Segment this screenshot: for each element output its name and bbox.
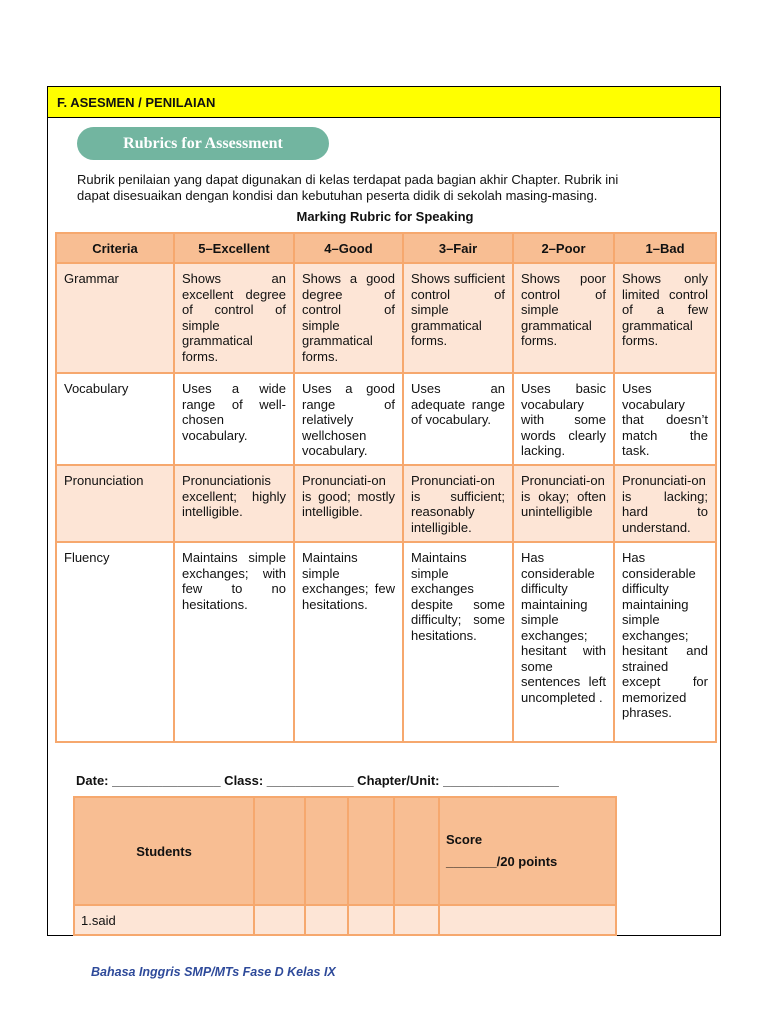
score-column: [255, 798, 304, 904]
score-column: [349, 798, 393, 904]
criteria-cell: Pronunciation: [57, 466, 173, 541]
rubric-header-row: [57, 234, 715, 262]
rubric-cell: Shows sufficient control of simple grammatical forms.: [404, 264, 512, 372]
rubric-cell: Maintains simple exchanges; few hesitations.: [295, 543, 402, 741]
header-excellent: 5–Excellent: [175, 234, 293, 262]
intro-line-1: Rubrik penilaian yang dapat digunakan di kelas terdapat pada bagian akhir Chapter. Rubrik ini: [77, 172, 619, 187]
rubric-title: Marking Rubric for Speaking: [296, 209, 474, 224]
rubric-cell: Pronunciationis excellent; highly intelligible.: [175, 466, 293, 541]
total-score-cell[interactable]: [440, 906, 615, 934]
rubrics-pill: Rubrics for Assessment: [77, 127, 329, 160]
score-cell[interactable]: [255, 906, 304, 934]
rubric-cell: Has considerable difficulty maintaining simple exchanges; hesitant and strained except for memorized phrases.: [615, 543, 715, 741]
student-name: 1.said: [75, 906, 253, 934]
score-column: [395, 798, 438, 904]
assessment-frame: [47, 86, 721, 936]
rubric-row-fluency: [57, 543, 715, 741]
section-header: F. ASESMEN / PENILAIAN: [48, 87, 720, 118]
header-poor: 2–Poor: [514, 234, 613, 262]
rubric-cell: Pronunciati-on is sufficient; reasonably intelligible.: [404, 466, 512, 541]
rubric-cell: Uses a wide range of well-chosen vocabulary.: [175, 374, 293, 464]
score-header: [440, 798, 615, 904]
rubric-cell: Pronunciati-on is lacking; hard to understand.: [615, 466, 715, 541]
rubric-cell: Uses vocabulary that doesn’t match the task.: [615, 374, 715, 464]
header-criteria: Criteria: [57, 234, 173, 262]
score-column: [306, 798, 347, 904]
rubric-cell: Pronunciati-on is okay; often unintelligible: [514, 466, 613, 541]
rubric-cell: Maintains simple exchanges despite some difficulty; some hesitations.: [404, 543, 512, 741]
rubric-cell: Shows only limited control of a few grammatical forms.: [615, 264, 715, 372]
rubric-cell: Shows poor control of simple grammatical forms.: [514, 264, 613, 372]
score-cell[interactable]: [306, 906, 347, 934]
page-footer: Bahasa Inggris SMP/MTs Fase D Kelas IX: [91, 965, 336, 979]
speaking-rubric-table: [55, 232, 717, 743]
intro-line-2: dapat disesuaikan dengan kondisi dan kebutuhan peserta didik di sekolah masing-masing.: [77, 188, 598, 203]
rubric-cell: Maintains simple exchanges; with few to no hesitations.: [175, 543, 293, 741]
score-table: [73, 796, 617, 936]
criteria-cell: Grammar: [57, 264, 173, 372]
header-good: 4–Good: [295, 234, 402, 262]
score-cell[interactable]: [395, 906, 438, 934]
criteria-cell: Fluency: [57, 543, 173, 741]
intro-paragraph: [77, 172, 677, 204]
rubric-row-vocabulary: [57, 374, 715, 464]
rubric-cell: Uses a good range of relatively wellchosen vocabulary.: [295, 374, 402, 464]
rubric-cell: Uses an adequate range of vocabulary.: [404, 374, 512, 464]
rubric-row-pronunciation: [57, 466, 715, 541]
rubric-row-grammar: [57, 264, 715, 372]
rubric-cell: Has considerable difficulty maintaining simple exchanges; hesitant with some sentences left uncompleted .: [514, 543, 613, 741]
criteria-cell: Vocabulary: [57, 374, 173, 464]
students-header: Students: [75, 798, 253, 904]
date-class-chapter-line: Date: _______________ Class: ____________ Chapter/Unit: ________________: [76, 773, 559, 788]
header-fair: 3–Fair: [404, 234, 512, 262]
score-label: Score: [446, 832, 483, 847]
rubric-cell: Uses basic vocabulary with some words clearly lacking.: [514, 374, 613, 464]
score-cell[interactable]: [349, 906, 393, 934]
header-bad: 1–Bad: [615, 234, 715, 262]
rubric-cell: Shows an excellent degree of control of simple grammatical forms.: [175, 264, 293, 372]
rubric-cell: Shows a good degree of control of simple grammatical forms.: [295, 264, 402, 372]
student-row: [75, 906, 615, 934]
rubric-cell: Pronunciati-on is good; mostly intelligible.: [295, 466, 402, 541]
score-header-row: [75, 798, 615, 904]
score-points: _______/20 points: [446, 854, 558, 869]
